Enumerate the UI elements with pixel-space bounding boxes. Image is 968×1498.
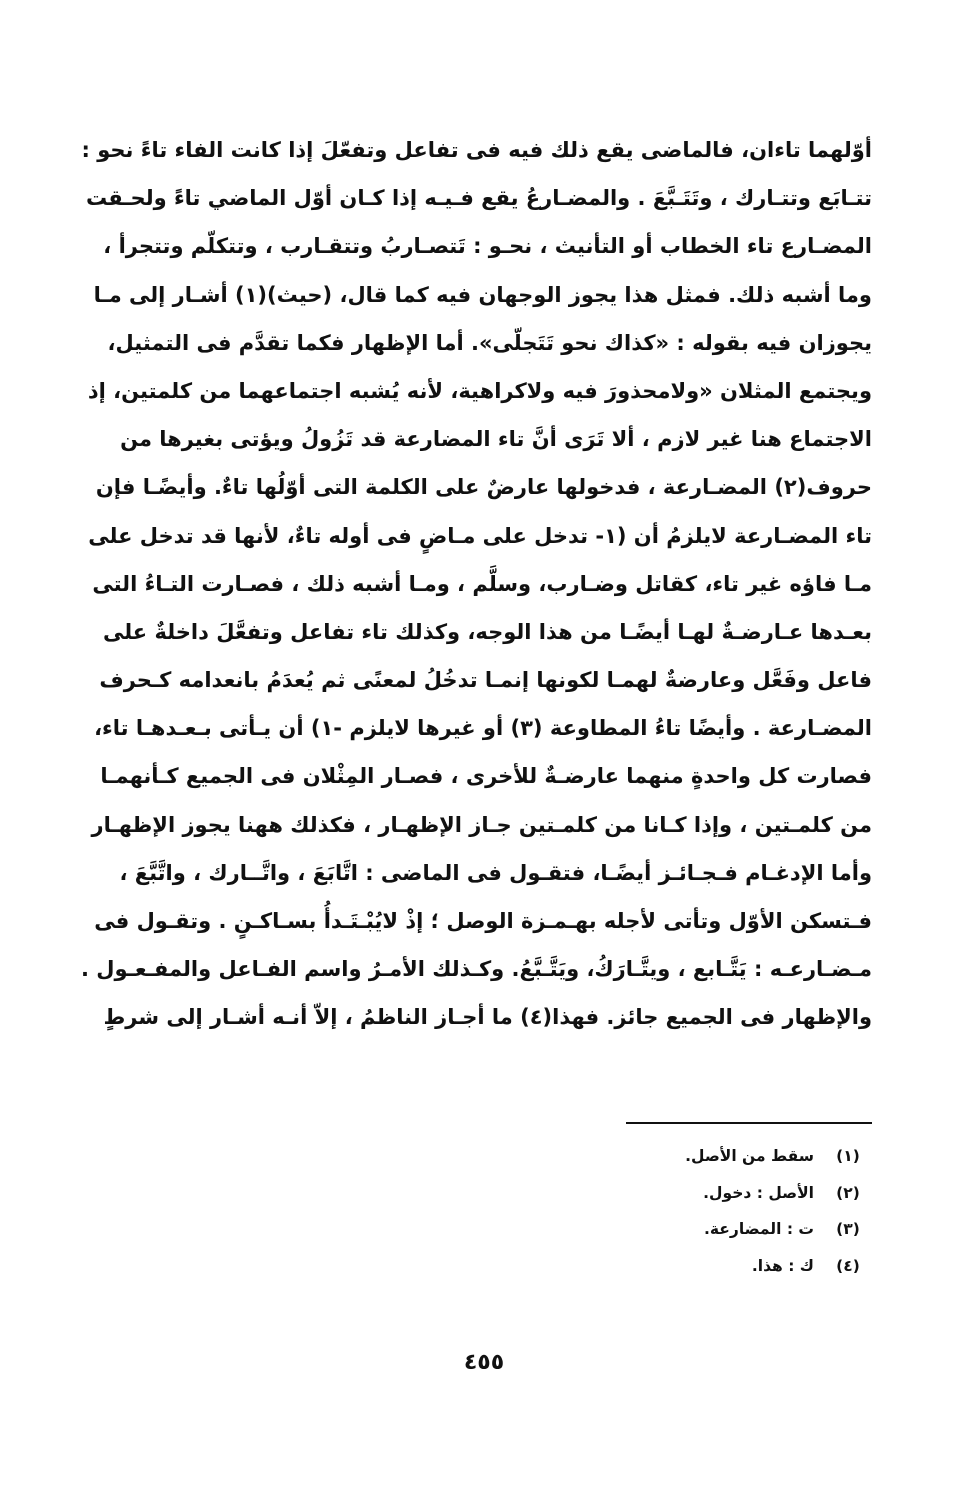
text-line: وما أشبه ذلك. فمثل هذا يجوز الوجهان فيه كما قال، (حيث)(١) أشـار إلى مـا — [93, 282, 872, 307]
footnote-item — [372, 1211, 872, 1248]
footnote-number: (٢) — [836, 1183, 860, 1202]
footnote-divider — [626, 1122, 872, 1124]
text-line: مـضـارعـه : يَتَّـابع ، ويتَّـارَكُ، ويَتَّـبَّعُ. وكـذلك الأمـرُ واسم الفـاعل والمفـعـول . — [80, 957, 872, 982]
text-line: بعـدها عـارضـةٌ لهـا أيضًـا من هذا الوجه، وكذلك تاء تفاعل وتفعَّلَ داخلةٌ على — [102, 619, 872, 644]
text-line: الاجتماع هنا غير لازم ، ألا تَرَى أنَّ تاء المضارعة قد تَزُولُ ويؤتى بغيرها من — [120, 427, 872, 452]
text-line: وأما الإدغـام فـجـائـز أيضًـا، فتقـول فى الماضى : اتَّابَعَ ، واتَّــارك ، واتَّبَّعَ ، — [119, 860, 872, 885]
text-line: تتـابَع وتتـارك ، وتَتَـبَّعَ . والمضـارعُ يقع فـيـه إذا كـان أوّل الماضي تاءً ولحـقت — [86, 186, 872, 211]
footnote-number: (٣) — [836, 1220, 860, 1238]
main-text-block — [80, 126, 872, 1042]
text-line: حروف(٢) المضـارعة ، فدخولها عارضٌ على الكلمة التى أوّلُها تاءٌ. وأيضًـا فإن — [95, 475, 872, 500]
footnote-text: ت : المضارعة. — [704, 1220, 814, 1238]
text-line: أوّلهما تاءان، فالماضى يقع ذلك فيه فى تفاعل وتفعّلَ إذا كانت الفاء تاءً نحو : — [81, 138, 872, 162]
footnote-item — [372, 1138, 872, 1175]
text-line: فصارت كل واحدةٍ منهما عارضـةٌ للأخرى ، فصـار المِثْلان فى الجميع كـأنهمـا — [100, 764, 872, 789]
text-line: مـا فاؤه غير تاء، كقاتل وضـارب، وسلَّم ، ومـا أشبه ذلك ، فصـارت التـاءُ التى — [92, 571, 872, 596]
footnotes — [372, 1138, 872, 1284]
text-line: المضـارع تاء الخطاب أو التأنيث ، نحـو : تَتصـاربُ وتتقـارب ، وتتكلّم وتتجرأ ، — [103, 234, 872, 259]
text-line: المضـارعة . وأيضًا تاءُ المطاوعة (٣) أو غيرها لايلزم -١) أن يـأتى بـعـدهـا تاء، — [94, 716, 872, 741]
footnote-number: (٤) — [836, 1256, 860, 1275]
text-line: ويجتمع المثلان «ولامحذورَ فيه ولاكراهية، لأنه يُشبه اجتماعهما من كلمتين، إذ — [87, 378, 872, 403]
text-line: يجوزان فيه بقوله : «كذاك نحو تَتَجلّى». أما الإظهار فكما تقدَّم فى التمثيل، — [107, 330, 872, 355]
text-line: والإظهار فى الجميع جائز. فهذا(٤) ما أجـاز الناظمُ ، إلاّ أنـه أشـار إلى شرطٍ — [103, 1005, 872, 1030]
text-line: فاعل وفَعَّل وعارضةٌ لهمـا لكونها إنمـا تدخُلُ لمعنًى ثم يُعدَمُ بانعدامه كـحرف — [99, 668, 872, 693]
footnote-text: ك : هذا. — [751, 1256, 814, 1275]
text-line: تاء المضـارعة لايلزمُ أن (١- تدخل على مـاضٍ فى أوله تاءٌ، لأنها قد تدخل على — [88, 523, 872, 548]
footnote-text: سقط من الأصل. — [685, 1147, 814, 1165]
footnote-item — [372, 1248, 872, 1285]
text-line: من كلمـتين ، وإذا كـانا من كلمـتين جـاز الإظهـار ، فكذلك ههنا يجوز الإظهـار — [91, 812, 872, 837]
footnote-text: الأصل : دخول. — [703, 1183, 814, 1202]
footnote-number: (١) — [836, 1147, 860, 1165]
text-line: فـتسكن الأوّل وتأتى لأجله بهـمـزة الوصل ؛ إذْ لايُبْـتَـدأُ بسـاكـنٍ . وتقـول فى — [94, 909, 872, 933]
page-number: ٤٥٥ — [463, 1350, 505, 1375]
footnote-item — [372, 1175, 872, 1212]
